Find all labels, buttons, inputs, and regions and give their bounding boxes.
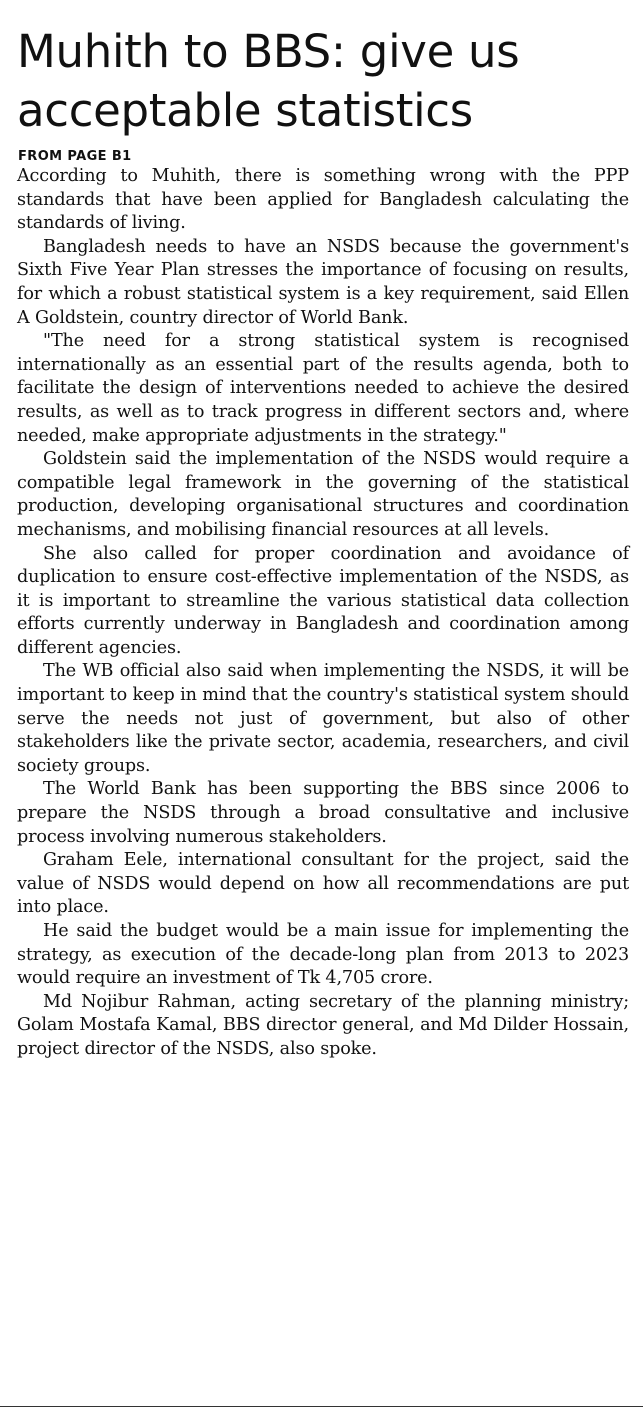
- article-paragraph: Md Nojibur Rahman, acting secretary of the planning ministry; Golam Mostafa Kamal, BBS director general, and Md Dilder Hossain, project director of the NSDS, also spoke.: [17, 991, 629, 1059]
- article-paragraph: Bangladesh needs to have an NSDS because the government's Sixth Five Year Plan stresses the importance of focusing on results, for which a robust statistical system is a key requirement, said Ellen A Goldstein, country director of World Bank.: [17, 236, 629, 328]
- article-paragraph: Goldstein said the implementation of the NSDS would require a compatible legal framework in the governing of the statistical production, developing organisational structures and coordination mechanisms, and mobilising financial resources at all levels.: [17, 449, 629, 540]
- article-paragraph: The World Bank has been supporting the BBS since 2006 to prepare the NSDS through a broad consultative and inclusive process involving numerous stakeholders.: [17, 779, 629, 847]
- article-body: [17, 165, 629, 1062]
- bottom-rule: [0, 1406, 643, 1407]
- article-paragraph: The WB official also said when implementing the NSDS, it will be important to keep in mind that the country's statistical system should serve the needs not just of government, but also of other stakeholders like the private sector, academia, researchers, and civil society groups.: [17, 661, 629, 776]
- article-headline: Muhith to BBS: give us acceptable statistics: [17, 25, 520, 137]
- article-paragraph: She also called for proper coordination and avoidance of duplication to ensure cost-effective implementation of the NSDS, as it is important to streamline the various statistical data collection efforts currently underway in Bangladesh and coordination among different agencies.: [17, 543, 629, 658]
- article-paragraph: According to Muhith, there is something wrong with the PPP standards that have been applied for Bangladesh calculating the standards of living.: [17, 166, 629, 234]
- article-paragraph: "The need for a strong statistical system is recognised internationally as an essential part of the results agenda, both to facilitate the design of interventions needed to achieve the desired results, as well as to track progress in different sectors and, where needed, make appropriate adjustments in the strategy.": [17, 331, 629, 446]
- news-article: [17, 22, 629, 1062]
- article-paragraph: Graham Eele, international consultant for the project, said the value of NSDS would depend on how all recommendations are put into place.: [17, 850, 629, 918]
- continued-from-label: FROM PAGE B1: [18, 149, 132, 164]
- article-paragraph: He said the budget would be a main issue for implementing the strategy, as execution of the decade-long plan from 2013 to 2023 would require an investment of Tk 4,705 crore.: [17, 921, 629, 989]
